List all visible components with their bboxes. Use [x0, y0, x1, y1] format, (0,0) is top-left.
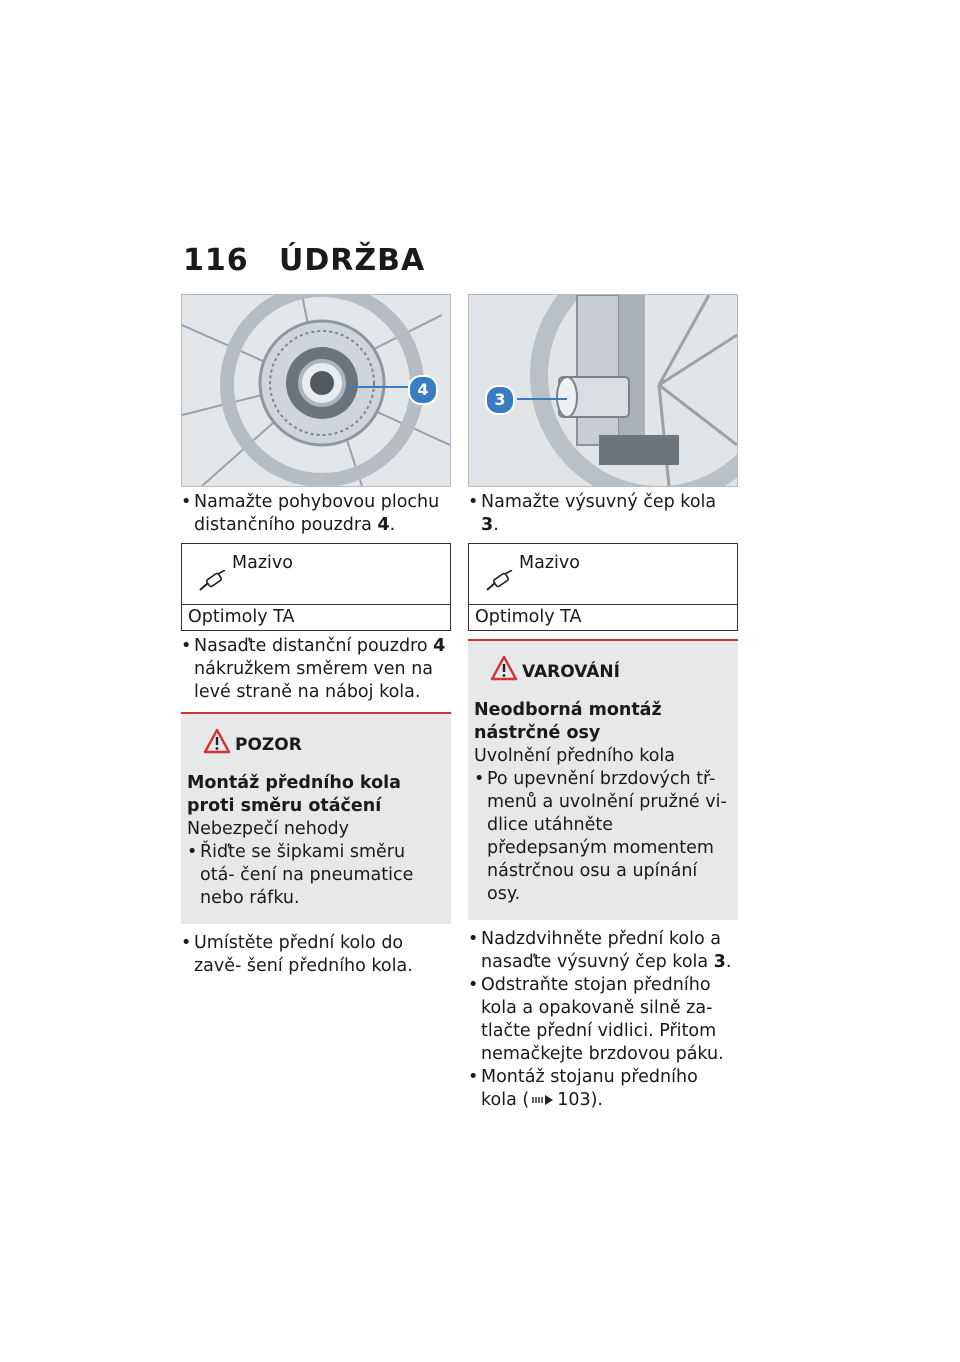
- step-fit-spacer: • Nasaďte distanční pouzdro 4 nákružkem směrem ven na levé straně na náboj kola.: [181, 635, 451, 704]
- page-title: ÚDRŽBA: [279, 243, 426, 278]
- lubricant-box-right: [468, 543, 738, 631]
- left-column: [181, 491, 451, 978]
- caution-subtitle: Nebezpečí nehody: [187, 819, 349, 839]
- step-remove-stand: • Odstraňte stojan předního kola a opakovaně silně za- tlačte přední vidlici. Přitom nemačkejte brzdovou páku.: [468, 974, 738, 1066]
- caution-bullet: • Řiďte se šipkami směru otá- čení na pneumatice nebo ráfku.: [187, 841, 445, 910]
- grease-gun-icon: [485, 570, 515, 592]
- warning-bullet: • Po upevnění brzdových tř- menů a uvolnění pružné vi- dlice utáhněte předepsaným momentem nástrčnou osu a upínání osy.: [474, 768, 732, 906]
- lubricant-label: Mazivo: [519, 553, 580, 573]
- caution-title: Montáž předního kola proti směru otáčení: [187, 773, 401, 816]
- step-mount-stand: • Montáž stojanu předního kola ( 103).: [468, 1066, 738, 1112]
- figure-axle: [468, 294, 738, 487]
- caution-panel: [181, 712, 451, 924]
- page-reference-arrow-icon: [532, 1094, 554, 1106]
- step-grease-axle: • Namažte výsuvný čep kola 3.: [468, 491, 738, 537]
- page-reference-link[interactable]: 103: [557, 1090, 591, 1110]
- callout-4: 4: [408, 375, 438, 405]
- step-place-wheel: • Umístěte přední kolo do zavě- šení předního kola.: [181, 932, 451, 978]
- page-number: 116: [183, 243, 249, 278]
- warning-subtitle: Uvolnění předního kola: [474, 746, 676, 766]
- lubricant-value: Optimoly TA: [475, 607, 582, 627]
- step-insert-axle: • Nadzdvihněte přední kolo a nasaďte výsuvný čep kola 3.: [468, 928, 738, 974]
- right-column: [468, 491, 738, 1112]
- step-grease-spacer: • Namažte pohybovou plochu distančního pouzdra 4.: [181, 491, 451, 537]
- warning-title: Neodborná montáž nástrčné osy: [474, 700, 662, 743]
- lubricant-box: [181, 543, 451, 631]
- caution-heading: POZOR: [235, 735, 302, 755]
- page-header: [183, 243, 425, 278]
- warning-triangle-icon: [490, 655, 518, 681]
- lubricant-label: Mazivo: [232, 553, 293, 573]
- lubricant-value: Optimoly TA: [188, 607, 295, 627]
- warning-heading: VAROVÁNÍ: [522, 662, 620, 682]
- warning-panel: [468, 639, 738, 920]
- warning-triangle-icon: [203, 728, 231, 754]
- figure-wheel-hub: [181, 294, 451, 487]
- grease-gun-icon: [198, 570, 228, 592]
- callout-3: 3: [485, 385, 515, 415]
